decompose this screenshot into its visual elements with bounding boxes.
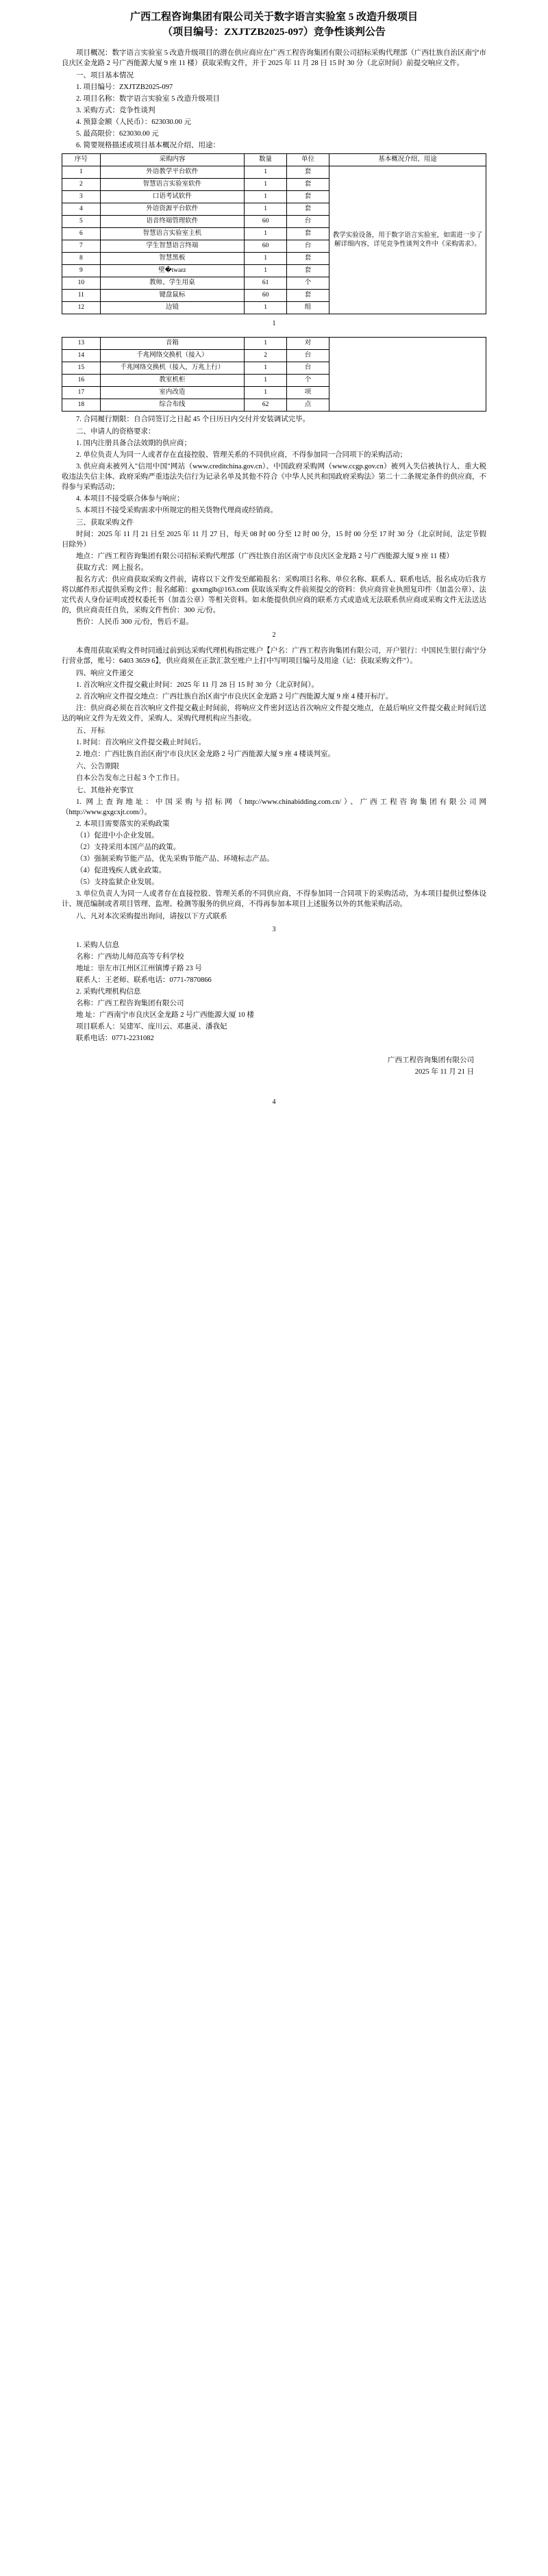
cell-description: 教学实验设备，用于数字语言实验室，如需进一步了解详细内容，详见竞争性谈判文件中《采购需求》。 [329, 166, 486, 314]
col-header-desc: 基本概况介绍、用途 [329, 154, 486, 166]
cell-qty: 1 [245, 338, 287, 350]
section-2-item: 4. 本项目不接受联合体参与响应； [76, 495, 184, 503]
cell-unit: 套 [287, 166, 329, 179]
section-7-item: （4）促进残疾人就业政策。 [76, 867, 166, 874]
cell-item: 智慧语言实验室软件 [100, 179, 244, 191]
cell-unit: 项 [287, 387, 329, 399]
page-number: 3 [272, 926, 276, 933]
section-5-item: 2. 地点：广西壮族自治区南宁市良庆区金龙路 2 号广西能源大厦 9 座 4 楼谈判室。 [76, 750, 335, 758]
cell-unit: 点 [287, 399, 329, 412]
cell-qty: 2 [245, 350, 287, 362]
section-4-heading: 四、响应文件递交 [76, 670, 134, 677]
section-2-heading: 二、申请人的资格要求： [76, 428, 155, 435]
cell-qty: 1 [245, 166, 287, 179]
cell-unit: 套 [287, 203, 329, 216]
signature-block [62, 1055, 486, 1078]
agency-phone: 联系电话：0771-2231082 [76, 1035, 154, 1042]
section-3-heading: 三、获取采购文件 [76, 519, 134, 527]
cell-unit: 台 [287, 350, 329, 362]
section-1-item: 4. 预算金额（人民币）：623030.00 元 [76, 118, 191, 126]
cell-unit: 套 [287, 290, 329, 302]
cell-unit: 台 [287, 216, 329, 228]
procurement-table-part2 [62, 337, 486, 412]
cell-no: 4 [62, 203, 101, 216]
cell-no: 14 [62, 350, 101, 362]
cell-qty: 61 [245, 277, 287, 290]
cell-unit: 套 [287, 228, 329, 240]
section-6-item: 自本公告发布之日起 3 个工作日。 [76, 774, 184, 782]
cell-item: 智慧黑板 [100, 253, 244, 265]
cell-item: 语音终端管理软件 [100, 216, 244, 228]
section-1-item: 5. 最高限价：623030.00 元 [76, 130, 159, 138]
payment-account-info: 本费用获取采购文件时同通过前到达采购代理机构指定账户【户名：广西工程咨询集团有限公司，开户银行：中国民生银行南宁分行营业部，账号：6403 3659 6】，供应商须在正款汇款至账户上打中写明项目编号及用途（记：获取采购文件"）。 [62, 647, 486, 665]
cell-no: 3 [62, 191, 101, 203]
document-page [0, 0, 548, 1126]
cell-no: 18 [62, 399, 101, 412]
cell-no: 5 [62, 216, 101, 228]
cell-qty: 1 [245, 375, 287, 387]
doc-acquire-time: 时间：2025 年 11 月 21 日至 2025 年 11 月 27 日，每天 08 时 00 分至 12 时 00 分，15 时 00 分至 17 时 30 分（北京时间，法定节假日除外） [62, 531, 486, 548]
section-5-heading: 五、开标 [76, 727, 105, 735]
contract-period: 7. 合同履行期限：自合同签订之日起 45 个日历日内交付并安装调试完毕。 [76, 416, 310, 423]
buyer-contact: 联系人：王老师、联系电话：0771-7870866 [76, 976, 212, 984]
cell-item: 综合布线 [100, 399, 244, 412]
cell-qty: 1 [245, 362, 287, 375]
cell-no: 9 [62, 265, 101, 277]
section-1-item: 3. 采购方式：竞争性谈判 [76, 107, 155, 114]
section-7-item: （2）支持采用本国产品的政策。 [76, 844, 181, 851]
cell-unit: 台 [287, 362, 329, 375]
section-7-item: 1. 网上查询地址：中国采购与招标网（http://www.chinabidding.com.cn/）、广西工程咨询集团有限公司网（http://www.gxgcxjt.com/）。 [62, 798, 486, 816]
col-header-no: 序号 [62, 154, 101, 166]
section-4-item: 2. 首次响应文件提交地点：广西壮族自治区南宁市良庆区金龙路 2 号广西能源大厦 9 座 4 楼开标厅。 [76, 693, 393, 700]
cell-no: 16 [62, 375, 101, 387]
cell-item: 教室机柜 [100, 375, 244, 387]
doc-price: 售价：人民币 300 元/份，售后不退。 [76, 618, 193, 626]
signature-org: 广西工程咨询集团有限公司 [388, 1057, 474, 1064]
buyer-address: 地址：崇左市江州区江州镇博子路 23 号 [76, 965, 202, 972]
cell-qty: 1 [245, 179, 287, 191]
cell-no: 10 [62, 277, 101, 290]
cell-qty: 60 [245, 240, 287, 253]
cell-qty: 1 [245, 228, 287, 240]
cell-qty: 1 [245, 253, 287, 265]
cell-unit: 套 [287, 265, 329, 277]
cell-unit: 组 [287, 302, 329, 314]
table-header-row [62, 154, 486, 166]
section-7-item: （1）促进中小企业发展。 [76, 832, 159, 839]
cell-unit: 套 [287, 179, 329, 191]
cell-no: 15 [62, 362, 101, 375]
cell-qty: 1 [245, 203, 287, 216]
title-line-2: （项目编号：ZXJTZB2025-097）竞争性谈判公告 [162, 27, 386, 38]
section-1-item: 6. 简要规格描述或项目基本概况介绍、用途： [76, 142, 220, 149]
title-line-1: 广西工程咨询集团有限公司关于数字语言实验室 5 改造升级项目 [129, 12, 418, 23]
cell-item: 教师、学生用桌 [100, 277, 244, 290]
page-title [0, 0, 548, 41]
agency-project-contacts: 项目联系人：吴建军、庞川云、邓惠灵、潘我妃 [76, 1023, 227, 1031]
cell-unit: 台 [287, 240, 329, 253]
cell-item: 外语教学平台软件 [100, 166, 244, 179]
section-7-item: （3）强制采购节能产品，优先采购节能产品、环境标志产品。 [76, 855, 274, 863]
page-number: 4 [272, 1098, 276, 1106]
cell-description-empty [329, 338, 486, 412]
section-4-item: 1. 首次响应文件提交截止时间：2025 年 11 月 28 日 15 时 30 分（北京时间）。 [76, 681, 319, 689]
section-2-item: 3. 供应商未被列入"信用中国"网站（www.creditchina.gov.cn）、中国政府采购网（www.ccgp.gov.cn）被列入失信被执行人、重大税收违法失信主体、政府采购严重违法失信行为记录名单及其他不符合《中华人民共和国政府采购法》第二十二条规定条件的供应商，不得参与采购活动； [62, 463, 486, 491]
section-2-item: 1. 国内注册具备合法效期的供应商； [76, 440, 191, 447]
cell-item: 千兆网络交换机（接入） [100, 350, 244, 362]
section-7-item: 3. 单位负责人为同一人或者存在直接控股、管理关系的不同供应商，不得参加同一合同项下的采购活动，为本项目提供过整体设计、规范编制或者项目管理、监理、检测等服务的供应商，不得再参加本项目上述服务以外的其他采购活动。 [62, 890, 486, 908]
cell-unit: 对 [287, 338, 329, 350]
section-1-heading: 一、项目基本情况 [76, 72, 134, 79]
cell-no: 6 [62, 228, 101, 240]
cell-item: 边镜 [100, 302, 244, 314]
cell-no: 7 [62, 240, 101, 253]
agency-info-heading: 2. 采购代理机构信息 [76, 988, 141, 996]
cell-no: 13 [62, 338, 101, 350]
cell-no: 12 [62, 302, 101, 314]
section-2-item: 5. 本项目不接受采购需求中所规定的相关货物代理商或经销商。 [76, 507, 277, 514]
cell-no: 1 [62, 166, 101, 179]
intro-paragraph: 项目概况：数字语言实验室 5 改造升级项目的潜在供应商应在广西工程咨询集团有限公司招标采购代理部（广西壮族自治区南宁市良庆区金龙路 2 号广西能源大厦 9 座 11 楼）获取采购文件，并于 2025 年 11 月 28 日 15 时 30 分（北京时间）前提交响应文件。 [62, 49, 486, 67]
cell-qty: 60 [245, 216, 287, 228]
cell-qty: 1 [245, 265, 287, 277]
cell-item: 千兆网络交换机（接入，万兆上行） [100, 362, 244, 375]
section-1-item: 2. 项目名称：数字语言实验室 5 改造升级项目 [76, 95, 220, 103]
section-7-item: 2. 本项目需要落实的采购政策 [76, 820, 170, 828]
cell-unit: 个 [287, 375, 329, 387]
section-1-item: 1. 项目编号：ZXJTZB2025-097 [76, 84, 173, 91]
col-header-item: 采购内容 [100, 154, 244, 166]
cell-item: 学生智慧语言终端 [100, 240, 244, 253]
cell-no: 11 [62, 290, 101, 302]
cell-item: 口语考试软件 [100, 191, 244, 203]
doc-registration-method: 报名方式：供应商获取采购文件前，请将以下文件发至邮箱报名：采购项目名称、单位名称、联系人、联系电话，报名成功后我方将以邮件形式提供采购文件；报名邮箱：gxxmglb@163.com 获取该采购文件前须提交的资料：供应商营业执照复印件（加盖公章）、法定代表人身份证明或授权委托书（加盖公章）等相关资料。如未能提供供应商的联系方式或造成无法联系供应商或采购文件无法送达的，供应商责任自负，采购文件售价：300 元/份。 [62, 576, 486, 614]
cell-item: 壁�twarz [100, 265, 244, 277]
cell-item: 室内改造 [100, 387, 244, 399]
cell-no: 8 [62, 253, 101, 265]
cell-qty: 1 [245, 387, 287, 399]
agency-name: 名称：广西工程咨询集团有限公司 [76, 1000, 184, 1007]
section-7-item: （5）支持监狱企业发展。 [76, 879, 159, 886]
page-number: 2 [272, 631, 276, 639]
cell-item: 外语资源平台软件 [100, 203, 244, 216]
agency-address: 地 址：广西南宁市良庆区金龙路 2 号广西能源大厦 10 楼 [76, 1011, 254, 1019]
buyer-info-heading: 1. 采购人信息 [76, 942, 119, 949]
cell-qty: 62 [245, 399, 287, 412]
col-header-unit: 单位 [287, 154, 329, 166]
cell-unit: 个 [287, 277, 329, 290]
section-4-note: 注：供应商必须在首次响应文件提交截止时间前，将响应文件密封送达首次响应文件提交地点，在最后响应文件提交截止时间后送达的响应文件为无效文件，采购人、采购代理机构应当拒收。 [62, 705, 486, 722]
doc-acquire-place: 地点：广西工程咨询集团有限公司招标采购代理部（广西壮族自治区南宁市良庆区金龙路 2 号广西能源大厦 9 座 11 楼） [76, 553, 453, 560]
col-header-qty: 数量 [245, 154, 287, 166]
table-row [62, 166, 486, 179]
cell-no: 2 [62, 179, 101, 191]
cell-qty: 60 [245, 290, 287, 302]
cell-item: 智慧语言实验室主机 [100, 228, 244, 240]
section-2-item: 2. 单位负责人为同一人或者存在直接控股、管理关系的不同供应商，不得参加同一合同项下的采购活动； [76, 451, 407, 459]
cell-item: 键盘鼠标 [100, 290, 244, 302]
cell-item: 音箱 [100, 338, 244, 350]
cell-unit: 套 [287, 253, 329, 265]
section-5-item: 1. 时间：首次响应文件提交截止时间后。 [76, 739, 206, 746]
doc-acquire-method: 获取方式：网上报名。 [76, 564, 148, 572]
table-row [62, 338, 486, 350]
document-body [0, 41, 548, 1113]
buyer-name: 名称：广西幼儿师范高等专科学校 [76, 953, 184, 961]
signature-date: 2025 年 11 月 21 日 [414, 1068, 474, 1076]
section-7-heading: 七、其他补充事宜 [76, 787, 134, 794]
page-number: 1 [272, 320, 276, 327]
cell-no: 17 [62, 387, 101, 399]
section-6-heading: 六、公告期限 [76, 763, 119, 770]
cell-unit: 套 [287, 191, 329, 203]
cell-qty: 1 [245, 302, 287, 314]
section-8-heading: 八、凡对本次采购提出询问，请按以下方式联系 [76, 913, 227, 920]
procurement-table-part1 [62, 153, 486, 314]
cell-qty: 1 [245, 191, 287, 203]
